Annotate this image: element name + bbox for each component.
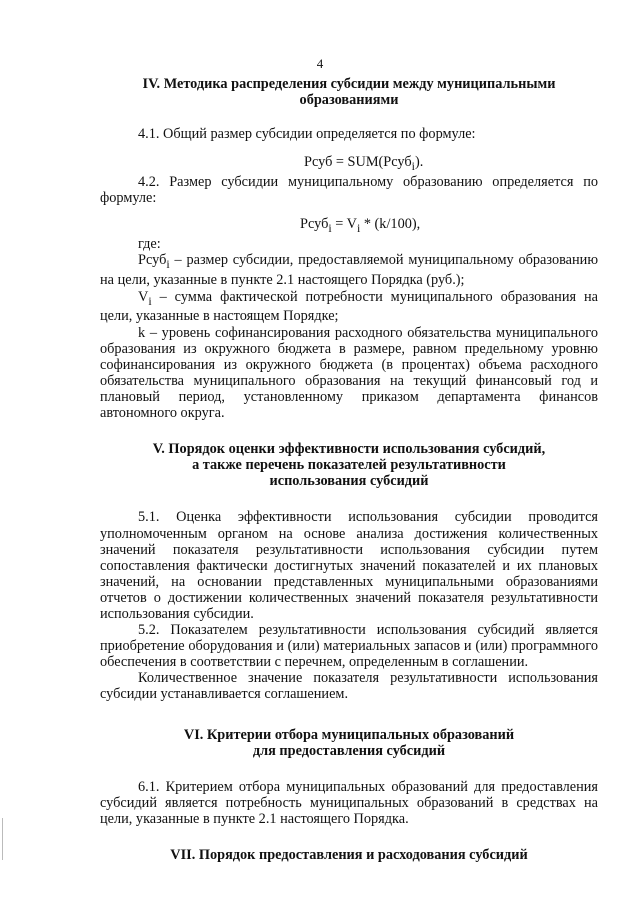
section-5-heading-line-1: V. Порядок оценки эффективности использования субсидий, bbox=[152, 441, 546, 458]
definition-rsub: Рсуб$_i$ – размер субсидии, предоставляемой муниципальному образованию на цели, указанные в пункте 2.1 настоящего Порядка (руб.); bbox=[100, 252, 598, 289]
document-body bbox=[100, 76, 598, 863]
scan-edge-mark bbox=[2, 818, 3, 860]
section-5-heading-line-2: а также перечень показателей результативности bbox=[192, 457, 506, 474]
page-number: 4 bbox=[316, 56, 324, 71]
paragraph-5-3: Количественное значение показателя результативности использования субсидии устанавливается соглашением. bbox=[100, 670, 598, 703]
paragraph-4-2: 4.2. Размер субсидии муниципальному образованию определяется по формуле: bbox=[100, 174, 598, 207]
section-6-heading bbox=[100, 727, 598, 759]
formula-municipal-subsidy: Рсуб$_i$ = $V_i * (k/100)$, bbox=[300, 216, 421, 236]
section-4-heading: IV. Методика распределения субсидии между муниципальными образованиями bbox=[142, 76, 556, 109]
paragraph-5-1: 5.1. Оценка эффективности использования субсидии проводится уполномоченным органом на основе анализа достижения количественных значений показателя результативности использования субсидии путем сопоставления фактически достигнутых значений показателей и их плановых значений, на основании представленных муниципальными образованиями отчетов о достижении количественных значений показателя результативности использования субсидии. bbox=[100, 509, 598, 622]
section-7-heading: VII. Порядок предоставления и расходования субсидий bbox=[170, 847, 528, 863]
where-label: где: bbox=[138, 236, 161, 253]
section-5-heading bbox=[100, 441, 598, 489]
paragraph-4-1: 4.1. Общий размер субсидии определяется по формуле: bbox=[138, 126, 476, 143]
section-6-heading-line-1: VI. Критерии отбора муниципальных образований bbox=[183, 726, 515, 743]
formula-total-subsidy: Рсуб = SUM(Рсуб$_i$). bbox=[304, 154, 424, 174]
section-6-heading-line-2: для предоставления субсидий bbox=[252, 742, 446, 759]
definition-v: $V_i$ – сумма фактической потребности муниципального образования на цели, указанные в настоящем Порядке; bbox=[100, 288, 598, 325]
paragraph-6-1: 6.1. Критерием отбора муниципальных образований для предоставления субсидий является потребность муниципальных образований в средствах на цели, указанные в пункте 2.1 настоящего Порядка. bbox=[100, 778, 598, 827]
paragraph-5-2: 5.2. Показателем результативности использования субсидий является приобретение оборудования и (или) материальных запасов и (или) программного обеспечения в соответствии с перечнем, определенным в соглашении. bbox=[100, 622, 598, 671]
definition-k: k – уровень софинансирования расходного обязательства муниципального образования из окружного бюджета в размере, равном предельному уровню софинансирования из окружного бюджета (в процентах) объема расходного обязательства муниципального образования на текущий финансовый год и плановый период, установленному приказом департамента финансов автономного округа. bbox=[100, 324, 598, 422]
section-5-heading-line-3: использования субсидий bbox=[269, 473, 429, 490]
